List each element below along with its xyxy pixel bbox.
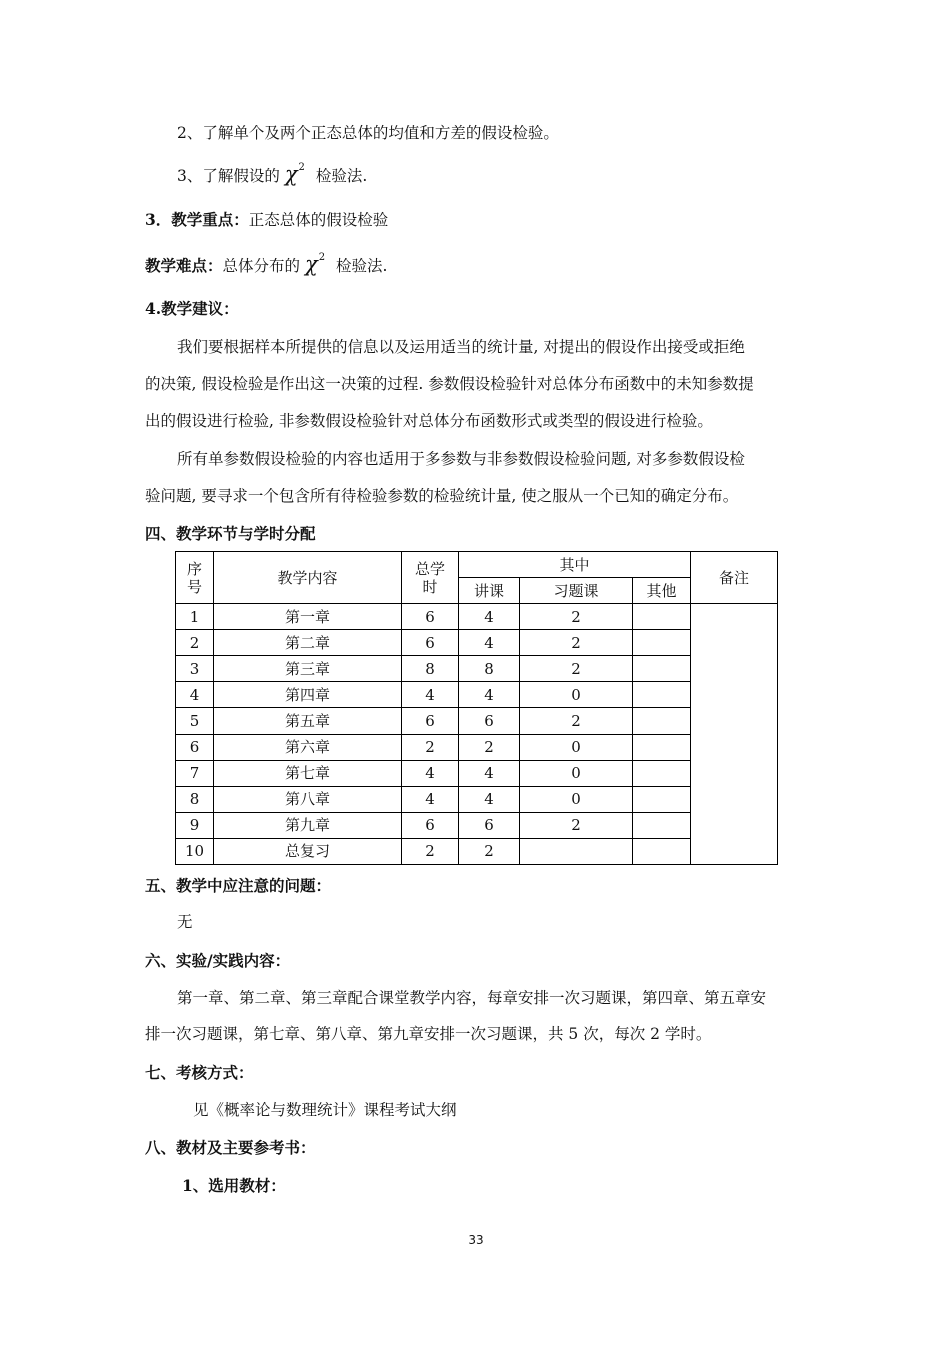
teaching-advice-heading: 4.教学建议： [145, 299, 239, 318]
cell-exercise: 2 [520, 656, 633, 682]
cell-other [633, 708, 691, 734]
section-7-body: 见《概率论与数理统计》课程考试大纲 [193, 1101, 457, 1119]
cell-exercise: 0 [520, 734, 633, 760]
objective-3-post: 检验法. [315, 167, 368, 185]
cell-exercise: 2 [520, 630, 633, 656]
objective-3 [177, 164, 367, 189]
advice-paragraph-2-line-1: 所有单参数假设检验的内容也适用于多参数与非参数假设检验问题, 对多参数假设检 [177, 450, 745, 468]
table-row [176, 708, 778, 734]
objective-2: 2、了解单个及两个正态总体的均值和方差的假设检验。 [177, 124, 559, 142]
difficult-points-post: 检验法. [336, 257, 388, 275]
key-points-text: 正态总体的假设检验 [248, 211, 389, 229]
header-total-hours: 总学 时 [402, 552, 459, 604]
cell-no: 8 [176, 786, 214, 812]
cell-lecture: 2 [459, 734, 520, 760]
section-6-heading: 六、实验/实践内容： [145, 951, 291, 970]
section-6-line-2: 排一次习题课，第七章、第八章、第九章安排一次习题课，共 5 次，每次 2 学时。 [145, 1025, 712, 1043]
cell-no: 5 [176, 708, 214, 734]
table-row [176, 812, 778, 838]
cell-other [633, 838, 691, 864]
cell-lecture: 2 [459, 838, 520, 864]
cell-lecture: 4 [459, 760, 520, 786]
cell-no: 3 [176, 656, 214, 682]
page-number: 33 [468, 1233, 484, 1247]
objective-3-pre: 3、了解假设的 [177, 167, 280, 185]
advice-paragraph-1-line-2: 的决策, 假设检验是作出这一决策的过程. 参数假设检验针对总体分布函数中的未知参数提 [145, 375, 754, 393]
chi-square-exponent: 2 [298, 162, 305, 173]
cell-other [633, 630, 691, 656]
cell-exercise: 0 [520, 760, 633, 786]
cell-lecture: 6 [459, 708, 520, 734]
cell-content: 总复习 [214, 838, 402, 864]
cell-other [633, 812, 691, 838]
cell-lecture: 4 [459, 604, 520, 630]
difficult-points-heading: 教学难点： [145, 256, 223, 275]
cell-other [633, 760, 691, 786]
table-row [176, 656, 778, 682]
table-row [176, 760, 778, 786]
table-row [176, 630, 778, 656]
table-row [176, 786, 778, 812]
cell-lecture: 4 [459, 630, 520, 656]
cell-total: 8 [402, 656, 459, 682]
cell-content: 第五章 [214, 708, 402, 734]
cell-total: 6 [402, 630, 459, 656]
cell-lecture: 8 [459, 656, 520, 682]
cell-no: 10 [176, 838, 214, 864]
table-row [176, 682, 778, 708]
section-6-line-1: 第一章、第二章、第三章配合课堂教学内容，每章安排一次习题课，第四章、第五章安 [177, 989, 767, 1007]
cell-no: 9 [176, 812, 214, 838]
header-other: 其他 [633, 578, 691, 604]
cell-total: 4 [402, 760, 459, 786]
cell-no: 4 [176, 682, 214, 708]
header-lecture: 讲课 [459, 578, 520, 604]
cell-content: 第九章 [214, 812, 402, 838]
table-row [176, 838, 778, 864]
cell-content: 第八章 [214, 786, 402, 812]
cell-content: 第六章 [214, 734, 402, 760]
table-row [176, 734, 778, 760]
chi-square-symbol: χ [304, 252, 318, 276]
header-exercise: 习题课 [520, 578, 633, 604]
section-5-heading: 五、教学中应注意的问题： [145, 876, 332, 895]
cell-other [633, 656, 691, 682]
section-4-heading: 四、教学环节与学时分配 [145, 524, 316, 543]
cell-remark [691, 604, 778, 865]
cell-exercise: 2 [520, 812, 633, 838]
table-row [176, 604, 778, 630]
header-of-which: 其中 [459, 552, 691, 578]
advice-paragraph-1-line-1: 我们要根据样本所提供的信息以及运用适当的统计量, 对提出的假设作出接受或拒绝 [177, 338, 745, 356]
cell-no: 7 [176, 760, 214, 786]
key-points [145, 210, 388, 230]
cell-content: 第一章 [214, 604, 402, 630]
header-no: 序 号 [176, 552, 214, 604]
cell-total: 4 [402, 682, 459, 708]
header-remark: 备注 [691, 552, 778, 604]
section-7-heading: 七、考核方式： [145, 1063, 254, 1082]
cell-other [633, 604, 691, 630]
section-5-body: 无 [177, 913, 193, 931]
chi-square-symbol: χ [284, 162, 298, 186]
cell-lecture: 6 [459, 812, 520, 838]
cell-exercise [520, 838, 633, 864]
cell-exercise: 2 [520, 604, 633, 630]
cell-content: 第七章 [214, 760, 402, 786]
section-8-item-1: 1、选用教材： [182, 1176, 286, 1195]
schedule-table [175, 551, 778, 865]
cell-exercise: 0 [520, 786, 633, 812]
advice-paragraph-2-line-2: 验问题, 要寻求一个包含所有待检验参数的检验统计量, 使之服从一个已知的确定分布。 [145, 487, 739, 505]
cell-total: 6 [402, 604, 459, 630]
cell-lecture: 4 [459, 682, 520, 708]
cell-lecture: 4 [459, 786, 520, 812]
difficult-points [145, 254, 387, 279]
cell-total: 4 [402, 786, 459, 812]
cell-no: 1 [176, 604, 214, 630]
cell-exercise: 2 [520, 708, 633, 734]
cell-exercise: 0 [520, 682, 633, 708]
cell-other [633, 734, 691, 760]
cell-content: 第四章 [214, 682, 402, 708]
header-content: 教学内容 [214, 552, 402, 604]
cell-content: 第二章 [214, 630, 402, 656]
cell-total: 2 [402, 838, 459, 864]
section-8-heading: 八、教材及主要参考书： [145, 1138, 316, 1157]
cell-no: 6 [176, 734, 214, 760]
cell-total: 6 [402, 708, 459, 734]
cell-total: 6 [402, 812, 459, 838]
cell-total: 2 [402, 734, 459, 760]
chi-square-exponent: 2 [318, 252, 326, 263]
advice-paragraph-1-line-3: 出的假设进行检验, 非参数假设检验针对总体分布函数形式或类型的假设进行检验。 [145, 412, 713, 430]
key-points-heading: 3．教学重点： [145, 210, 249, 229]
cell-other [633, 682, 691, 708]
cell-other [633, 786, 691, 812]
cell-no: 2 [176, 630, 214, 656]
difficult-points-pre: 总体分布的 [222, 257, 301, 275]
cell-content: 第三章 [214, 656, 402, 682]
table-header-row-1 [176, 552, 778, 578]
